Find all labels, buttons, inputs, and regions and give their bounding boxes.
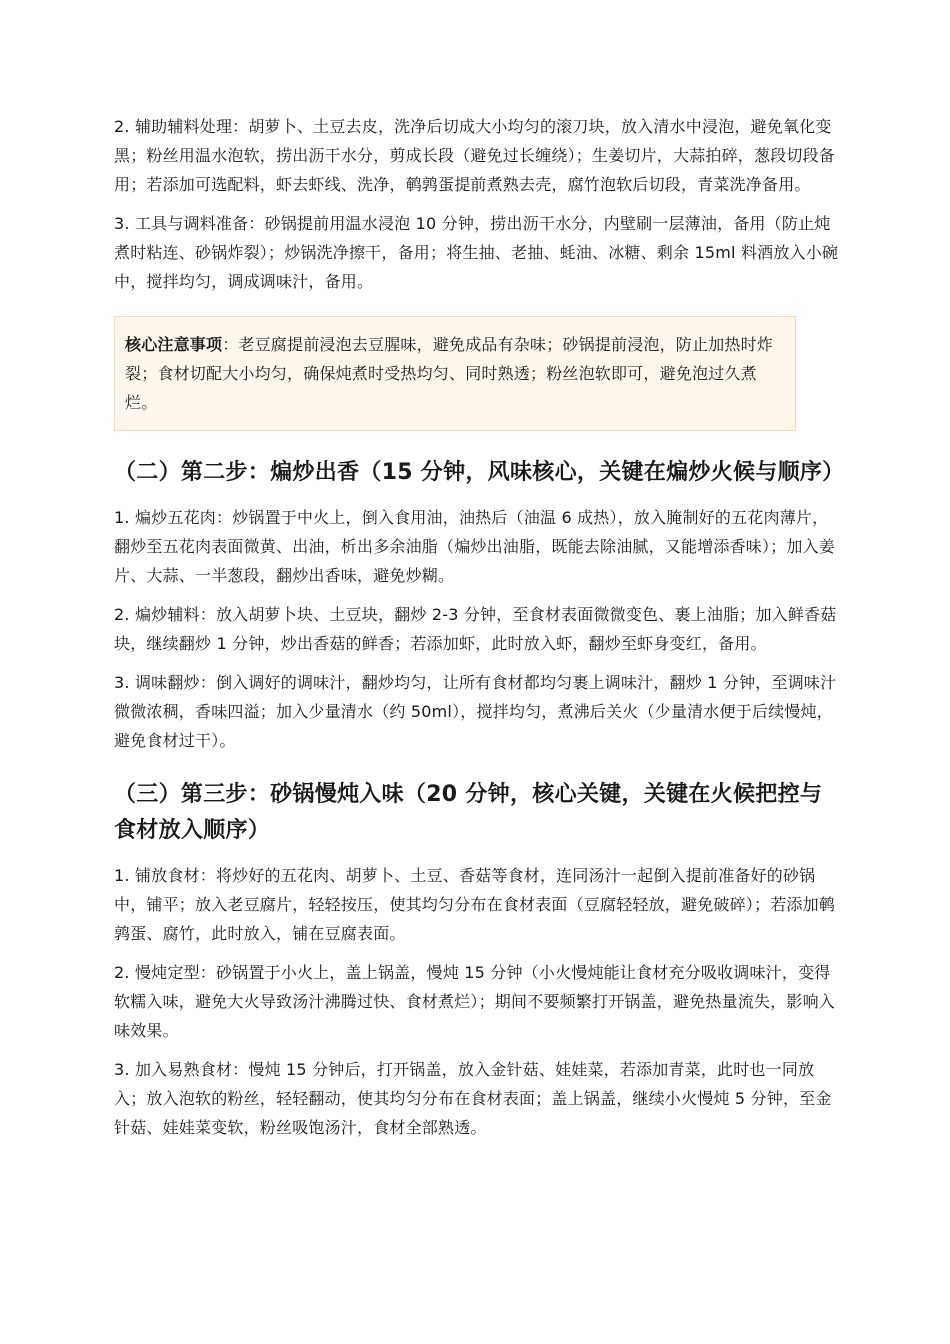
core-notes-title: 核心注意事项 xyxy=(125,335,223,354)
section-heading-step-two: （二）第二步：煸炒出香（15 分钟，风味核心，关键在煸炒火候与顺序） xyxy=(114,460,845,485)
step-three-item-2: 2. 慢炖定型：砂锅置于小火上，盖上锅盖，慢炖 15 分钟（小火慢炖能让食材充分吸收调味汁，变得软糯入味，避免大火导致汤汁沸腾过快、食材煮烂）；期间不要频繁打开锅盖，避免热量流失，影响入味效果。 xyxy=(114,963,836,1040)
step-three-item-1: 1. 铺放食材：将炒好的五花肉、胡萝卜、土豆、香菇等食材，连同汤汁一起倒入提前准备好的砂锅中，铺平；放入老豆腐片，轻轻按压，使其均匀分布在食材表面（豆腐轻轻放，避免破碎）；若添加鹌鹑蛋、腐竹，此时放入，铺在豆腐表面。 xyxy=(114,866,836,943)
core-notes-body: ：老豆腐提前浸泡去豆腥味，避免成品有杂味；砂锅提前浸泡，防止加热时炸裂；食材切配大小均匀，确保炖煮时受热均匀、同时熟透；粉丝泡软即可，避免泡过久煮烂。 xyxy=(125,335,774,412)
section-heading-step-three: （三）第三步：砂锅慢炖入味（20 分钟，核心关键，关键在火候把控与食材放入顺序） xyxy=(114,782,823,843)
step-two-item-1: 1. 煸炒五花肉：炒锅置于中火上，倒入食用油，油热后（油温 6 成热），放入腌制好的五花肉薄片，翻炒至五花肉表面微黄、出油，析出多余油脂（煸炒出油脂，既能去除油腻，又能增添香味）；加入姜片、大蒜、一半葱段，翻炒出香味，避免炒糊。 xyxy=(114,508,836,585)
step-three-item-3: 3. 加入易熟食材：慢炖 15 分钟后，打开锅盖，放入金针菇、娃娃菜，若添加青菜，此时也一同放入；放入泡软的粉丝，轻轻翻动，使其均匀分布在食材表面；盖上锅盖，继续小火慢炖 5 分钟，至金针菇、娃娃菜变软，粉丝吸饱汤汁，食材全部熟透。 xyxy=(114,1060,832,1137)
prep-step-3: 3. 工具与调料准备：砂锅提前用温水浸泡 10 分钟，捞出沥干水分，内壁刷一层薄油，备用（防止炖煮时粘连、砂锅炸裂）；炒锅洗净擦干，备用；将生抽、老抽、蚝油、冰糖、剩余 15ml 料酒放入小碗中，搅拌均匀，调成调味汁，备用。 xyxy=(114,214,839,291)
document-page xyxy=(114,112,845,1152)
core-notes-box xyxy=(114,316,796,431)
step-two-item-3: 3. 调味翻炒：倒入调好的调味汁，翻炒均匀，让所有食材都均匀裹上调味汁，翻炒 1 分钟，至调味汁微微浓稠，香味四溢；加入少量清水（约 50ml），搅拌均匀，煮沸后关火（少量清水便于后续慢炖，避免食材过干）。 xyxy=(114,673,837,750)
step-two-item-2: 2. 煸炒辅料：放入胡萝卜块、土豆块，翻炒 2-3 分钟，至食材表面微微变色、裹上油脂；加入鲜香菇块，继续翻炒 1 分钟，炒出香菇的鲜香；若添加虾，此时放入虾，翻炒至虾身变红，备用。 xyxy=(114,605,837,653)
prep-step-2: 2. 辅助辅料处理：胡萝卜、土豆去皮，洗净后切成大小均匀的滚刀块，放入清水中浸泡，避免氧化变黑；粉丝用温水泡软，捞出沥干水分，剪成长段（避免过长缠绕）；生姜切片，大蒜拍碎，葱段切段备用；若添加可选配料，虾去虾线、洗净，鹌鹑蛋提前煮熟去壳，腐竹泡软后切段，青菜洗净备用。 xyxy=(114,117,836,194)
